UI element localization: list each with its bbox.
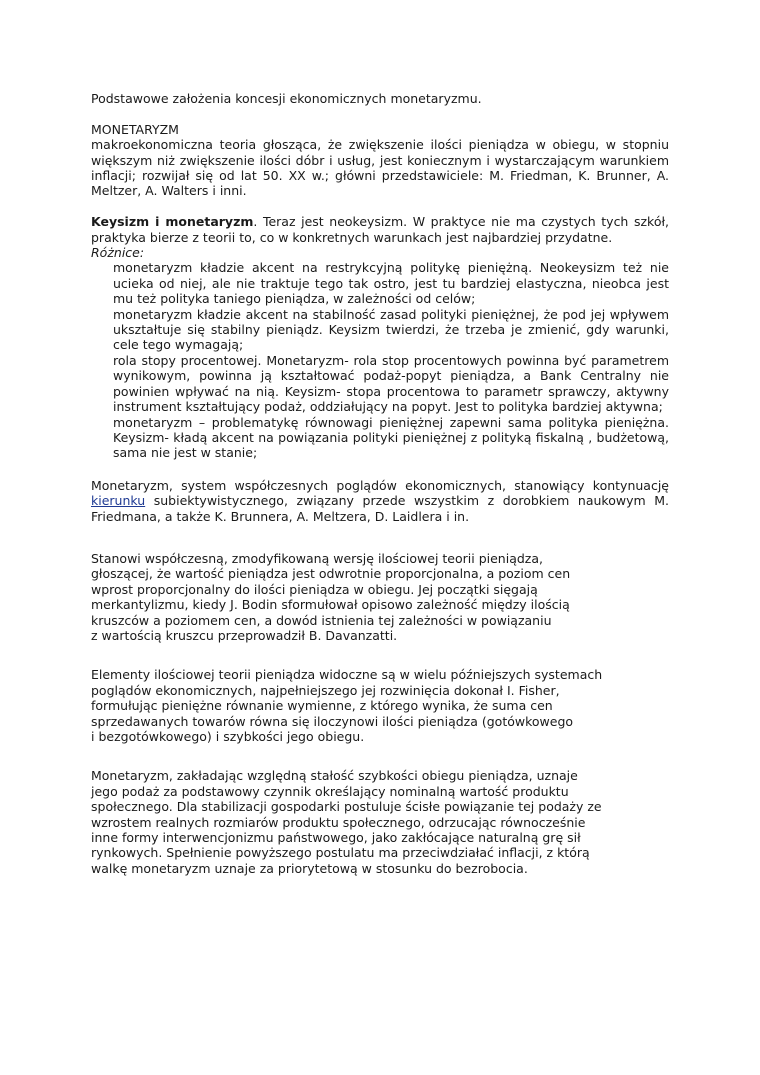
elements-line: Elementy ilościowej teorii pieniądza widoczne są w wielu późniejszych systemach bbox=[91, 667, 603, 683]
list-item bbox=[91, 415, 669, 461]
system-text-before-link: Monetaryzm, system współczesnych poglądów ekonomicznych, stanowiący kontynuację bbox=[91, 477, 669, 493]
keysizm-intro-paragraph bbox=[91, 214, 669, 245]
differences-list bbox=[91, 260, 669, 460]
monetaryzm-title: MONETARYZM bbox=[91, 121, 179, 137]
theory-line: Stanowi współczesną, zmodyfikowaną wersję ilościowej teorii pieniądza, bbox=[91, 550, 543, 566]
differences-label: Różnice: bbox=[91, 245, 145, 261]
elements-line: sprzedawanych towarów równa się iloczynowi ilości pieniądza (gotówkowego bbox=[91, 713, 574, 729]
assumption-line: wzrostem realnych rozmiarów produktu społecznego, odrzucając równocześnie bbox=[91, 814, 586, 830]
elements-line: i bezgotówkowego) i szybkości jego obiegu. bbox=[91, 729, 365, 744]
list-item-text: rola stopy procentowej. Monetaryzm- rola stop procentowych powinna być parametrem wynikowym, powinna ją kształtować podaż-popyt pieniądza, a Bank Centralny nie powinien wpływać na nią. Keysizm- stopa procentowa to parametr sprawczy, aktywny instrument kształtujący podaż, oddziałujący na popyt. Jest to polityka bardziej aktywna; bbox=[113, 352, 669, 415]
system-text-after-link: subiektywistycznego, związany przede wszystkim z dorobkiem naukowym M. Friedmana, a także K. Brunnera, A. Meltzera, D. Laidlera i in. bbox=[91, 493, 669, 524]
elements-line: formułując pieniężne równanie wymienne, z którego wynika, że suma cen bbox=[91, 698, 553, 714]
theory-line: z wartością kruszcu przeprowadził B. Davanzatti. bbox=[91, 627, 398, 643]
assumption-line: rynkowych. Spełnienie powyższego postulatu ma przeciwdziałać inflacji, z którą bbox=[91, 845, 590, 861]
kierunku-link[interactable]: kierunku bbox=[91, 493, 146, 509]
list-item bbox=[91, 353, 669, 415]
monetaryzm-definition: makroekonomiczna teoria głosząca, że zwiększenie ilości pieniądza w obiegu, w stopniu większym niż zwiększenie ilości dóbr i usług, jest koniecznym i wystarczającym warunkiem inflacji; rozwijał się od lat 50. XX w.; główni przedstawiciele: M. Friedman, K. Brunner, A. Meltzer, A. Walters i inni. bbox=[91, 137, 669, 199]
elements-paragraph bbox=[91, 667, 669, 744]
theory-line: wprost proporcjonalny do ilości pieniądza w obiegu. Jej początki sięgają bbox=[91, 581, 538, 597]
system-paragraph bbox=[91, 478, 669, 524]
assumption-line: Monetaryzm, zakładając względną stałość szybkości obiegu pieniądza, uznaje bbox=[91, 768, 578, 784]
list-item-text: monetaryzm – problematykę równowagi pieniężnej zapewni sama polityka pieniężna. Keysizm- kładą akcent na powiązania polityki pieniężnej z polityką fiskalną , budżetową, sama nie jest w stanie; bbox=[113, 414, 669, 461]
keysizm-bold-title: Keysizm i monetaryzm bbox=[91, 214, 254, 230]
elements-line: poglądów ekonomicznych, najpełniejszego jej rozwinięcia dokonał I. Fisher, bbox=[91, 682, 560, 698]
list-item bbox=[91, 307, 669, 353]
assumption-line: inne formy interwencjonizmu państwowego, jako zakłócające naturalną grę sił bbox=[91, 830, 581, 846]
theory-paragraph bbox=[91, 551, 669, 643]
keysizm-intro-text: . Teraz jest neokeysizm. W praktyce nie ma czystych tych szkół, praktyka bierze z teorii to, co w konkretnych warunkach jest najbardziej przydatne. bbox=[91, 214, 669, 245]
document-heading: Podstawowe założenia koncesji ekonomicznych monetaryzmu. bbox=[91, 91, 482, 106]
theory-line: merkantylizmu, kiedy J. Bodin sformułował opisowo zależność między ilością bbox=[91, 597, 570, 613]
list-item-text: monetaryzm kładzie akcent na restrykcyjną politykę pieniężną. Neokeysizm też nie ucieka od niej, ale nie traktuje tego tak ostro, jest tu bardziej elastyczna, nieobca jest mu też polityka taniego pieniądza, w zależności od celów; bbox=[113, 260, 669, 307]
theory-line: kruszców a poziomem cen, a dowód istnienia tej zależności w powiązaniu bbox=[91, 612, 552, 628]
list-item bbox=[91, 260, 669, 306]
document-page bbox=[91, 91, 669, 876]
assumption-paragraph bbox=[91, 768, 669, 876]
assumption-line: jego podaż za podstawowy czynnik określający nominalną wartość produktu bbox=[91, 783, 569, 799]
assumption-line: społecznego. Dla stabilizacji gospodarki postuluje ścisłe powiązanie tej podaży ze bbox=[91, 799, 602, 815]
theory-line: głoszącej, że wartość pieniądza jest odwrotnie proporcjonalna, a poziom cen bbox=[91, 566, 571, 582]
list-item-text: monetaryzm kładzie akcent na stabilność zasad polityki pieniężnej, że pod jej wpływem ukształtuje się stabilny pieniądz. Keysizm twierdzi, że trzeba je zmienić, gdy warunki, cele tego wymagają; bbox=[113, 306, 669, 353]
assumption-line: walkę monetaryzm uznaje za priorytetową w stosunku do bezrobocia. bbox=[91, 860, 528, 876]
